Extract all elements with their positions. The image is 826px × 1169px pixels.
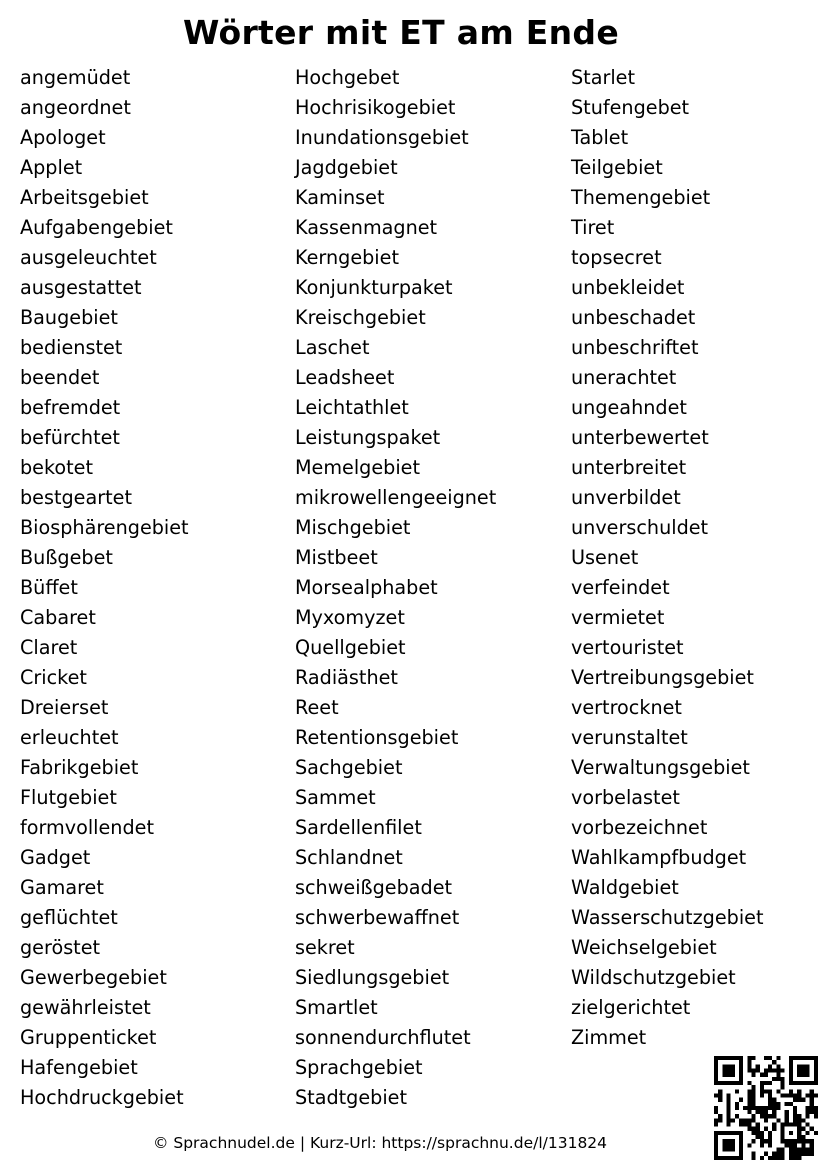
word-list-item: Usenet [571, 546, 639, 569]
word-list-item: erleuchtet [20, 726, 119, 749]
word-list-item: Baugebiet [20, 306, 118, 329]
word-list-item: Cricket [20, 666, 87, 689]
word-list-item: Sachgebiet [295, 756, 403, 779]
word-list-item: Büffet [20, 576, 78, 599]
word-list-item: ausgeleuchtet [20, 246, 157, 269]
word-list-item: befürchtet [20, 426, 120, 449]
word-list-item: Themengebiet [571, 186, 711, 209]
word-list-item: Hochdruckgebiet [20, 1086, 184, 1109]
word-list-item: bekotet [20, 456, 94, 479]
word-list-item: verfeindet [571, 576, 670, 599]
word-list-item: beendet [20, 366, 100, 389]
word-list-item: Mischgebiet [295, 516, 411, 539]
word-list-item: Vertreibungsgebiet [571, 666, 754, 689]
word-list-item: Radiästhet [295, 666, 398, 689]
word-list-item: Zimmet [571, 1026, 647, 1049]
word-list-item: unverbildet [571, 486, 681, 509]
word-list-item: Hochrisikogebiet [295, 96, 456, 119]
word-list-item: unbeschriftet [571, 336, 699, 359]
word-list-item: Hochgebet [295, 66, 400, 89]
word-list-item: topsecret [571, 246, 662, 269]
word-list-item: Jagdgebiet [295, 156, 398, 179]
word-list-item: Apologet [20, 126, 106, 149]
word-list-item: Aufgabengebiet [20, 216, 173, 239]
word-list-item: unterbreitet [571, 456, 687, 479]
word-list-item: Gamaret [20, 876, 104, 899]
word-list-item: Verwaltungsgebiet [571, 756, 750, 779]
word-list-item: bestgeartet [20, 486, 132, 509]
word-list-item: Konjunkturpaket [295, 276, 453, 299]
word-list-item: angeordnet [20, 96, 131, 119]
word-list-item: Kaminset [295, 186, 385, 209]
word-list-item: vorbelastet [571, 786, 680, 809]
word-list-item: Tiret [571, 216, 615, 239]
word-list-item: Gewerbegebiet [20, 966, 167, 989]
word-list-item: Sardellenfilet [295, 816, 422, 839]
word-list-item: Morsealphabet [295, 576, 438, 599]
word-list-item: Mistbeet [295, 546, 378, 569]
word-list-item: Leadsheet [295, 366, 395, 389]
word-list-item: vorbezeichnet [571, 816, 708, 839]
word-list-item: Wahlkampfbudget [571, 846, 747, 869]
word-column-3 [571, 63, 763, 1053]
word-list-item: Quellgebiet [295, 636, 406, 659]
word-list-item: Wildschutzgebiet [571, 966, 736, 989]
word-list-item: Memelgebiet [295, 456, 421, 479]
word-list-item: Claret [20, 636, 78, 659]
word-list-item: formvollendet [20, 816, 154, 839]
word-list-item: Flutgebiet [20, 786, 117, 809]
word-list-item: Sammet [295, 786, 376, 809]
word-list-item: Reet [295, 696, 339, 719]
word-list-item: unbeschadet [571, 306, 696, 329]
word-list-item: Biosphärengebiet [20, 516, 189, 539]
word-list-item: Kassenmagnet [295, 216, 438, 239]
word-list-item: Teilgebiet [571, 156, 663, 179]
word-list-item: sonnendurchflutet [295, 1026, 471, 1049]
word-list-item: ausgestattet [20, 276, 142, 299]
word-list-item: angemüdet [20, 66, 131, 89]
word-list-item: Kerngebiet [295, 246, 399, 269]
word-list-item: Laschet [295, 336, 370, 359]
word-list-item: geröstet [20, 936, 101, 959]
word-list-item: Siedlungsgebiet [295, 966, 450, 989]
word-list-item: gewährleistet [20, 996, 151, 1019]
word-list-item: vertrocknet [571, 696, 682, 719]
word-list-item: Gruppenticket [20, 1026, 157, 1049]
qr-code-icon [714, 1056, 818, 1160]
word-column-1 [20, 63, 189, 1113]
word-list-item: schweißgebadet [295, 876, 453, 899]
word-list-item: Applet [20, 156, 83, 179]
word-list-item: Dreierset [20, 696, 109, 719]
word-list-item: Inundationsgebiet [295, 126, 469, 149]
word-list-item: Sprachgebiet [295, 1056, 423, 1079]
word-list-item: Hafengebiet [20, 1056, 138, 1079]
word-list-item: sekret [295, 936, 355, 959]
word-list-item: vertouristet [571, 636, 684, 659]
word-list-item: Starlet [571, 66, 636, 89]
word-column-2 [295, 63, 496, 1113]
word-list-item: befremdet [20, 396, 121, 419]
word-list-item: Kreischgebiet [295, 306, 426, 329]
word-list-item: Myxomyzet [295, 606, 405, 629]
word-list-item: Waldgebiet [571, 876, 679, 899]
word-list-item: unterbewertet [571, 426, 709, 449]
word-list-item: schwerbewaffnet [295, 906, 460, 929]
word-list-item: Stufengebet [571, 96, 690, 119]
word-list-item: Weichselgebiet [571, 936, 717, 959]
word-list-item: Bußgebet [20, 546, 113, 569]
footer-credit: © Sprachnudel.de | Kurz-Url: https://sprachnu.de/l/131824 [152, 1134, 608, 1152]
word-list-item: geflüchtet [20, 906, 118, 929]
word-list-item: unerachtet [571, 366, 677, 389]
word-list-item: Leichtathlet [295, 396, 409, 419]
word-list-item: Smartlet [295, 996, 378, 1019]
word-list-item: ungeahndet [571, 396, 687, 419]
word-list-item: vermietet [571, 606, 665, 629]
word-list-item: Arbeitsgebiet [20, 186, 149, 209]
word-list-item: Gadget [20, 846, 91, 869]
word-list-item: Fabrikgebiet [20, 756, 139, 779]
word-list-item: bedienstet [20, 336, 123, 359]
page-title: Wörter mit ET am Ende [182, 13, 620, 52]
word-list-item: Leistungspaket [295, 426, 441, 449]
word-list-item: unbekleidet [571, 276, 685, 299]
word-list-item: zielgerichtet [571, 996, 691, 1019]
word-list-item: Stadtgebiet [295, 1086, 407, 1109]
word-list-item: Cabaret [20, 606, 96, 629]
word-list-item: Tablet [571, 126, 629, 149]
word-list-item: mikrowellengeeignet [295, 486, 497, 509]
word-list-item: Wasserschutzgebiet [571, 906, 764, 929]
word-list-item: verunstaltet [571, 726, 688, 749]
word-list-item: Retentionsgebiet [295, 726, 459, 749]
word-list-item: unverschuldet [571, 516, 709, 539]
word-list-item: Schlandnet [295, 846, 403, 869]
